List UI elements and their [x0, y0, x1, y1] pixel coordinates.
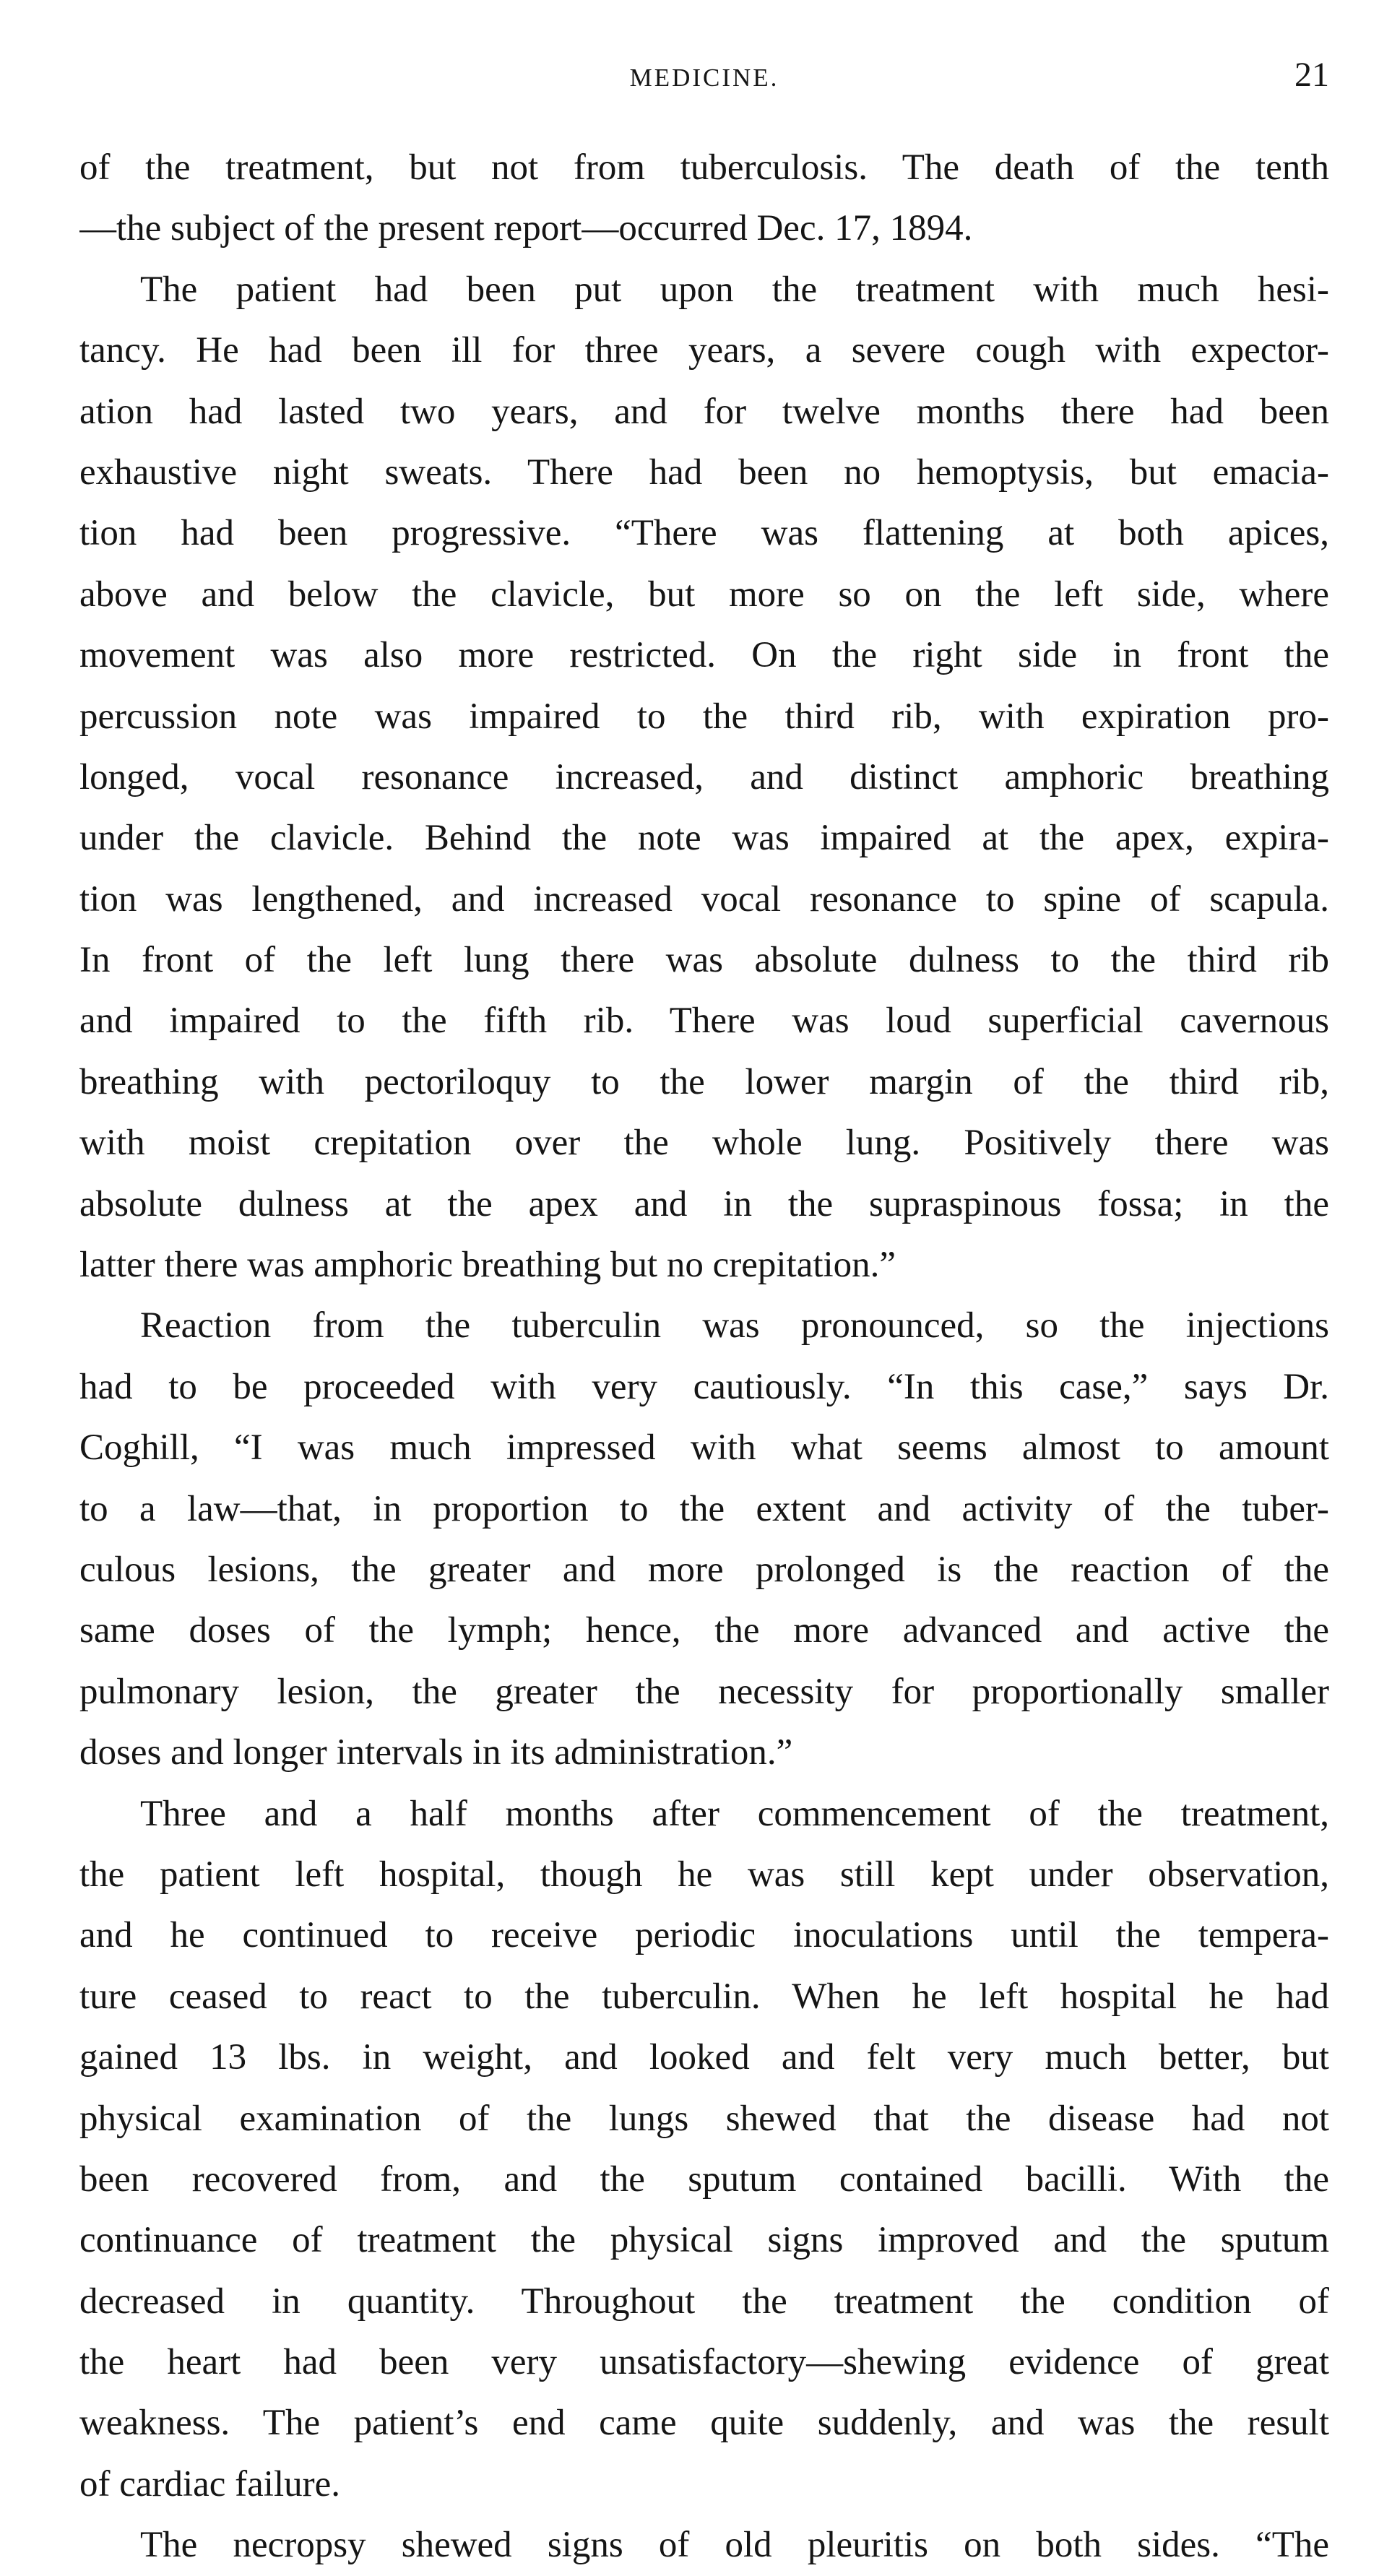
- running-title: MEDICINE.: [629, 64, 779, 92]
- text-line: of the treatment, but not from tuberculosis. The death of the tenth: [79, 147, 1329, 188]
- text-line: tion was lengthened, and increased vocal resonance to spine of scapula.: [79, 878, 1329, 920]
- text-line: The necropsy shewed signs of old pleuritis on both sides. “The: [140, 2525, 1329, 2566]
- body-text: [79, 137, 1329, 2576]
- text-line: and impaired to the fifth rib. There was loud superficial cavernous: [79, 1000, 1329, 1042]
- text-line: ation had lasted two years, and for twelve months there had been: [79, 391, 1329, 432]
- text-line: to a law—that, in proportion to the extent and activity of the tuber-: [79, 1488, 1329, 1529]
- text-line: and he continued to receive periodic inoculations until the tempera-: [79, 1915, 1329, 1956]
- text-line: culous lesions, the greater and more prolonged is the reaction of the: [79, 1549, 1329, 1590]
- text-line: breathing with pectoriloquy to the lower margin of the third rib,: [79, 1061, 1329, 1102]
- text-line: The patient had been put upon the treatment with much hesi-: [140, 269, 1329, 310]
- text-line: under the clavicle. Behind the note was impaired at the apex, expira-: [79, 818, 1329, 859]
- text-line: continuance of treatment the physical signs improved and the sputum: [79, 2220, 1329, 2261]
- text-line: gained 13 lbs. in weight, and looked and felt very much better, but: [79, 2037, 1329, 2078]
- text-line: ture ceased to react to the tuberculin. When he left hospital he had: [79, 1976, 1329, 2017]
- text-line: had to be proceeded with very cautiously. “In this case,” says Dr.: [79, 1366, 1329, 1407]
- text-line: tion had been progressive. “There was flattening at both apices,: [79, 513, 1329, 554]
- text-line: Reaction from the tuberculin was pronounced, so the injections: [140, 1305, 1329, 1347]
- text-line: the heart had been very unsatisfactory—shewing evidence of great: [79, 2342, 1329, 2383]
- text-line: same doses of the lymph; hence, the more advanced and active the: [79, 1610, 1329, 1651]
- text-line: of cardiac failure.: [79, 2463, 341, 2504]
- text-line: been recovered from, and the sputum contained bacilli. With the: [79, 2158, 1329, 2200]
- text-line: In front of the left lung there was absolute dulness to the third rib: [79, 940, 1329, 981]
- page-number: 21: [1294, 56, 1329, 94]
- text-line: weakness. The patient’s end came quite suddenly, and was the result: [79, 2403, 1329, 2444]
- text-line: tancy. He had been ill for three years, a severe cough with expector-: [79, 330, 1329, 371]
- text-line: Coghill, “I was much impressed with what seems almost to amount: [79, 1427, 1329, 1469]
- text-line: longed, vocal resonance increased, and distinct amphoric breathing: [79, 756, 1329, 798]
- text-line: decreased in quantity. Throughout the treatment the condition of: [79, 2281, 1329, 2322]
- text-line: exhaustive night sweats. There had been no hemoptysis, but emacia-: [79, 451, 1329, 493]
- text-line: percussion note was impaired to the third rib, with expiration pro-: [79, 696, 1329, 737]
- text-line: the patient left hospital, though he was still kept under observation,: [79, 1854, 1329, 1895]
- text-line: movement was also more restricted. On the right side in front the: [79, 635, 1329, 676]
- text-line: above and below the clavicle, but more so on the left side, where: [79, 574, 1329, 615]
- text-line: physical examination of the lungs shewed that the disease had not: [79, 2098, 1329, 2139]
- text-line: doses and longer intervals in its administration.”: [79, 1732, 793, 1773]
- running-head: [79, 56, 1329, 100]
- text-line: Three and a half months after commencement of the treatment,: [140, 1793, 1329, 1834]
- text-line: with moist crepitation over the whole lung. Positively there was: [79, 1123, 1329, 1164]
- text-line: latter there was amphoric breathing but no crepitation.”: [79, 1245, 896, 1286]
- text-line: —the subject of the present report—occurred Dec. 17, 1894.: [79, 208, 973, 249]
- text-line: absolute dulness at the apex and in the supraspinous fossa; in the: [79, 1183, 1329, 1224]
- text-line: pulmonary lesion, the greater the necessity for proportionally smaller: [79, 1671, 1329, 1712]
